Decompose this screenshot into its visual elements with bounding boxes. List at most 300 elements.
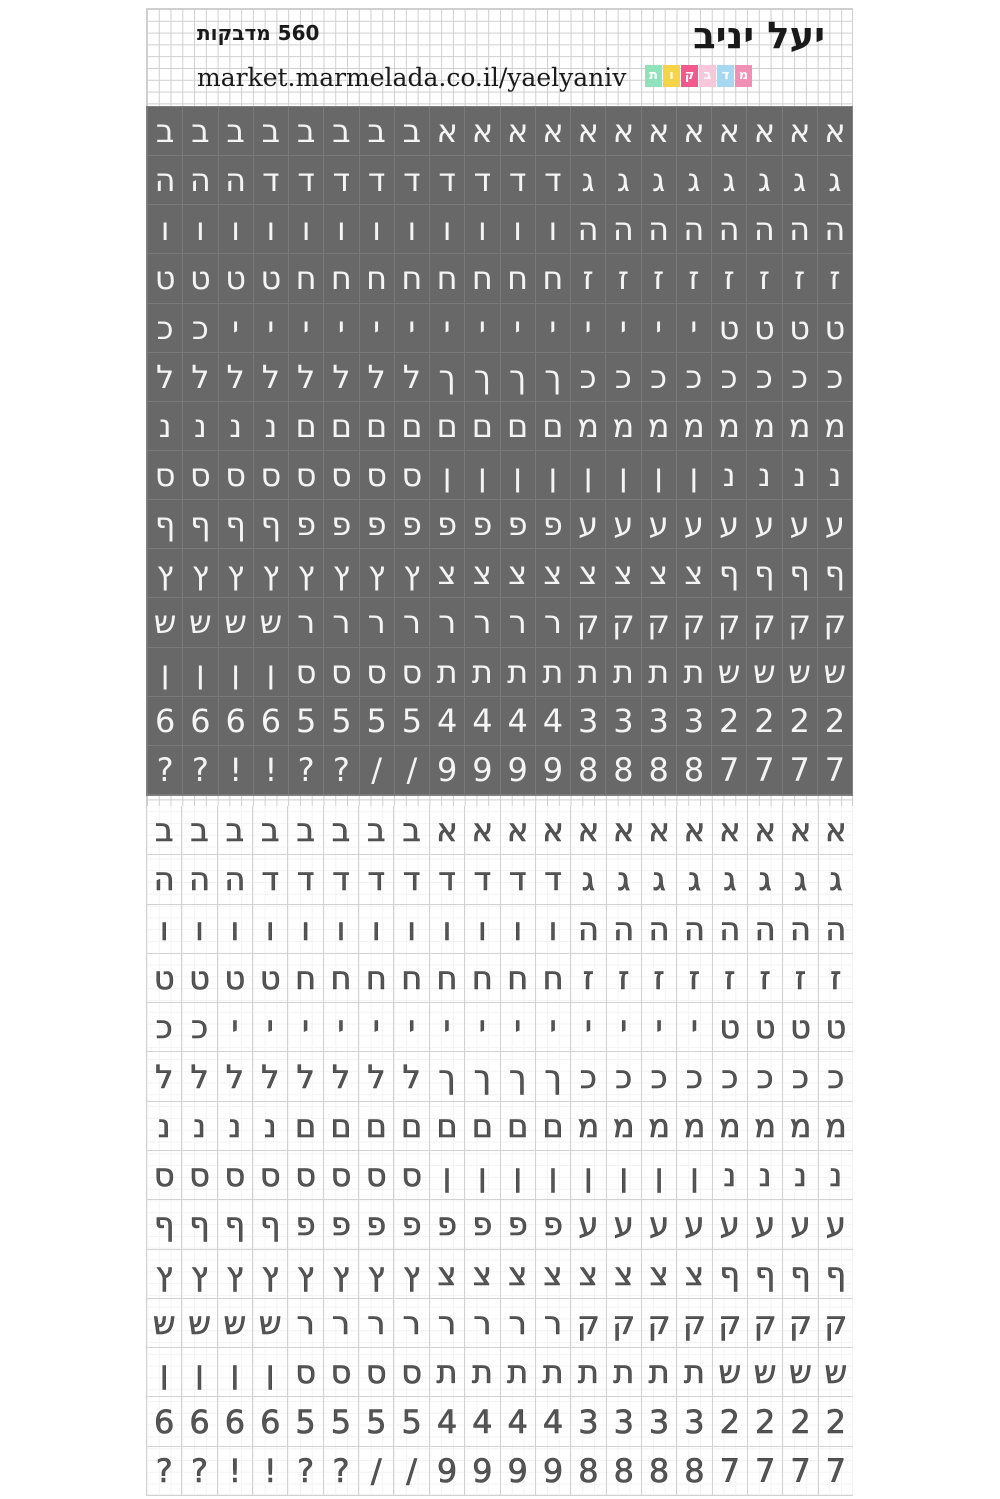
- dark-sticker: ץ: [359, 549, 394, 598]
- dark-sticker: 5: [394, 697, 429, 746]
- dark-sticker: ל: [253, 353, 288, 402]
- light-sticker: 2: [712, 1397, 747, 1446]
- light-sticker: ם: [500, 1102, 535, 1151]
- light-sticker: ץ: [181, 1250, 216, 1299]
- light-sticker: י: [287, 1003, 322, 1052]
- dark-sticker: ?: [323, 746, 358, 795]
- light-sticker: י: [676, 1003, 711, 1052]
- dark-sticker: 7: [817, 746, 852, 795]
- dark-sticker: ף: [147, 500, 182, 549]
- dark-sticker: ל: [359, 353, 394, 402]
- dark-sticker: ד: [253, 156, 288, 205]
- dark-sticker: א: [500, 107, 535, 156]
- sticker-count: 560 מדבקות: [197, 21, 320, 45]
- dark-sticker: ש: [147, 598, 182, 647]
- light-sticker: י: [323, 1003, 358, 1052]
- dark-sticker: א: [817, 107, 852, 156]
- dark-sticker: 5: [323, 697, 358, 746]
- logo-tile: מ: [735, 65, 752, 87]
- light-sticker: כ: [747, 1052, 782, 1101]
- light-sticker: ס: [287, 1151, 322, 1200]
- dark-sticker: ס: [323, 451, 358, 500]
- light-sticker: כ: [606, 1052, 641, 1101]
- dark-sticker: ח: [464, 254, 499, 303]
- light-sticker: ?: [323, 1447, 358, 1496]
- dark-sticker: ג: [676, 156, 711, 205]
- dark-sticker: פ: [323, 500, 358, 549]
- dark-sticker: ?: [147, 746, 182, 795]
- light-sticker: ג: [712, 855, 747, 904]
- light-sticker: ג: [606, 855, 641, 904]
- dark-sticker: צ: [500, 549, 535, 598]
- light-sticker: ו: [287, 905, 322, 954]
- light-sticker: 5: [358, 1397, 393, 1446]
- dark-sticker: ק: [676, 598, 711, 647]
- dark-sticker: 7: [782, 746, 817, 795]
- light-sticker: ן: [217, 1348, 252, 1397]
- dark-sticker: ס: [288, 648, 323, 697]
- dark-sticker: ר: [464, 598, 499, 647]
- dark-sticker: ף: [218, 500, 253, 549]
- light-sticker: ץ: [252, 1250, 287, 1299]
- light-sticker: ה: [181, 855, 216, 904]
- dark-sticker: ק: [570, 598, 605, 647]
- light-sticker: פ: [500, 1200, 535, 1249]
- light-sticker: ן: [500, 1151, 535, 1200]
- dark-sticker: ו: [500, 205, 535, 254]
- light-sticker: ו: [358, 905, 393, 954]
- dark-sticker: ק: [711, 598, 746, 647]
- dark-sticker: ה: [817, 205, 852, 254]
- light-sticker: נ: [782, 1151, 817, 1200]
- dark-sticker: י: [464, 304, 499, 353]
- light-sticker: ס: [358, 1151, 393, 1200]
- light-sticker: !: [217, 1447, 252, 1496]
- dark-sticker: ץ: [323, 549, 358, 598]
- dark-sticker: ב: [182, 107, 217, 156]
- dark-sticker: ט: [711, 304, 746, 353]
- dark-sticker: ב: [218, 107, 253, 156]
- light-sticker: 6: [146, 1397, 181, 1446]
- light-sticker: ם: [358, 1102, 393, 1151]
- dark-sticker: ס: [218, 451, 253, 500]
- light-sticker: ד: [500, 855, 535, 904]
- dark-sticker: ו: [182, 205, 217, 254]
- light-sticker: ס: [323, 1348, 358, 1397]
- light-sticker: ר: [358, 1299, 393, 1348]
- dark-sticker: ז: [711, 254, 746, 303]
- light-sticker: ג: [676, 855, 711, 904]
- dark-sticker: !: [218, 746, 253, 795]
- dark-sticker: כ: [676, 353, 711, 402]
- light-sticker: 8: [606, 1447, 641, 1496]
- light-sticker: ו: [464, 905, 499, 954]
- light-sticker: ז: [712, 954, 747, 1003]
- dark-sticker: ע: [746, 500, 781, 549]
- light-sticker: ן: [535, 1151, 570, 1200]
- dark-sticker: ל: [182, 353, 217, 402]
- light-sticker: 2: [747, 1397, 782, 1446]
- dark-sticker: ח: [535, 254, 570, 303]
- shop-url: market.marmelada.co.il/yaelyaniv: [197, 63, 627, 92]
- light-sticker: 6: [217, 1397, 252, 1446]
- dark-sticker: כ: [641, 353, 676, 402]
- dark-sticker: /: [359, 746, 394, 795]
- dark-sticker: ה: [147, 156, 182, 205]
- dark-sticker: 4: [464, 697, 499, 746]
- light-sticker: ד: [393, 855, 428, 904]
- light-sticker: ת: [464, 1348, 499, 1397]
- dark-sticker: ת: [605, 648, 640, 697]
- light-sticker: ן: [464, 1151, 499, 1200]
- dark-sticker: מ: [641, 402, 676, 451]
- dark-sticker: ש: [746, 648, 781, 697]
- light-sticker: /: [393, 1447, 428, 1496]
- light-sticker: ץ: [287, 1250, 322, 1299]
- dark-sticker: י: [676, 304, 711, 353]
- light-sticker: ף: [712, 1250, 747, 1299]
- dark-sticker: ר: [429, 598, 464, 647]
- dark-sticker: ג: [782, 156, 817, 205]
- light-sticker: פ: [323, 1200, 358, 1249]
- dark-sticker: ק: [605, 598, 640, 647]
- dark-sticker: ג: [711, 156, 746, 205]
- light-sticker: ש: [712, 1348, 747, 1397]
- dark-sticker: י: [359, 304, 394, 353]
- light-sticker: ע: [712, 1200, 747, 1249]
- light-sticker: ב: [146, 806, 181, 855]
- dark-sticker: מ: [817, 402, 852, 451]
- light-sticker: פ: [393, 1200, 428, 1249]
- dark-sticker: מ: [570, 402, 605, 451]
- light-sticker: ת: [641, 1348, 676, 1397]
- light-sticker: ה: [782, 905, 817, 954]
- light-sticker: מ: [818, 1102, 853, 1151]
- dark-sticker: ס: [182, 451, 217, 500]
- light-sticker: ן: [676, 1151, 711, 1200]
- dark-sticker: ב: [394, 107, 429, 156]
- dark-sticker: ץ: [218, 549, 253, 598]
- light-sticker: ף: [747, 1250, 782, 1299]
- dark-sticker: ח: [359, 254, 394, 303]
- dark-sticker: ד: [323, 156, 358, 205]
- dark-sticker: נ: [711, 451, 746, 500]
- dark-sticker: ר: [323, 598, 358, 647]
- light-sticker: 2: [782, 1397, 817, 1446]
- dark-sticker: א: [605, 107, 640, 156]
- dark-sticker: י: [218, 304, 253, 353]
- dark-sticker: א: [782, 107, 817, 156]
- light-sticker: ד: [358, 855, 393, 904]
- light-sticker: י: [570, 1003, 605, 1052]
- light-sticker: 7: [818, 1447, 853, 1496]
- light-sticker: ל: [217, 1052, 252, 1101]
- dark-sticker: ס: [147, 451, 182, 500]
- light-sticker: מ: [712, 1102, 747, 1151]
- dark-sticker: צ: [535, 549, 570, 598]
- light-sticker: ז: [747, 954, 782, 1003]
- light-sticker: א: [500, 806, 535, 855]
- dark-sticker: פ: [464, 500, 499, 549]
- dark-sticker: ש: [182, 598, 217, 647]
- light-sticker: י: [641, 1003, 676, 1052]
- dark-sticker: ח: [323, 254, 358, 303]
- dark-sticker: צ: [605, 549, 640, 598]
- dark-sticker: מ: [782, 402, 817, 451]
- light-sticker: צ: [429, 1250, 464, 1299]
- dark-sticker: ס: [288, 451, 323, 500]
- light-sticker: 9: [429, 1447, 464, 1496]
- dark-sticker: 8: [570, 746, 605, 795]
- dark-sticker: ע: [817, 500, 852, 549]
- light-sticker: ט: [818, 1003, 853, 1052]
- light-sticker: ק: [782, 1299, 817, 1348]
- light-sticker: ן: [181, 1348, 216, 1397]
- dark-sticker: ן: [253, 648, 288, 697]
- light-sticker: א: [818, 806, 853, 855]
- light-sticker: א: [464, 806, 499, 855]
- dark-sticker: 3: [676, 697, 711, 746]
- dark-sticker: ן: [182, 648, 217, 697]
- light-sticker: ז: [676, 954, 711, 1003]
- light-sticker: ה: [676, 905, 711, 954]
- light-sticker: ף: [146, 1200, 181, 1249]
- light-sticker: ח: [358, 954, 393, 1003]
- light-sticker: ט: [747, 1003, 782, 1052]
- light-sticker: ה: [570, 905, 605, 954]
- light-sticker: ס: [393, 1151, 428, 1200]
- dark-sticker: ה: [182, 156, 217, 205]
- dark-sticker: ם: [288, 402, 323, 451]
- dark-sticker: ו: [359, 205, 394, 254]
- dark-sticker: ק: [641, 598, 676, 647]
- light-sticker: ל: [287, 1052, 322, 1101]
- light-sticker: ד: [287, 855, 322, 904]
- dark-sticker: 3: [641, 697, 676, 746]
- light-sticker: ק: [818, 1299, 853, 1348]
- logo-tile: ב: [699, 65, 716, 87]
- dark-sticker: ב: [253, 107, 288, 156]
- dark-sticker: ט: [817, 304, 852, 353]
- dark-sticker: צ: [429, 549, 464, 598]
- dark-sticker: ן: [676, 451, 711, 500]
- dark-sticker: ך: [535, 353, 570, 402]
- light-sticker: פ: [287, 1200, 322, 1249]
- dark-sticker: י: [253, 304, 288, 353]
- dark-sticker: מ: [711, 402, 746, 451]
- light-sticker: ץ: [358, 1250, 393, 1299]
- light-sticker: ח: [535, 954, 570, 1003]
- dark-sticker: ע: [641, 500, 676, 549]
- light-sticker: ה: [818, 905, 853, 954]
- light-sticker: י: [252, 1003, 287, 1052]
- dark-sticker: 8: [676, 746, 711, 795]
- light-sticker: ט: [252, 954, 287, 1003]
- dark-sticker: 9: [429, 746, 464, 795]
- dark-sticker: ה: [218, 156, 253, 205]
- logo-tile: ק: [681, 65, 698, 87]
- dark-sticker: ח: [500, 254, 535, 303]
- light-sticker: 5: [323, 1397, 358, 1446]
- light-sticker: ך: [500, 1052, 535, 1101]
- light-sticker: ף: [217, 1200, 252, 1249]
- light-sticker: ש: [782, 1348, 817, 1397]
- light-sticker: ח: [429, 954, 464, 1003]
- light-sticker: ל: [146, 1052, 181, 1101]
- light-sticker: כ: [676, 1052, 711, 1101]
- light-sticker-panel: [146, 806, 853, 1496]
- light-sticker: ם: [393, 1102, 428, 1151]
- dark-sticker: ף: [782, 549, 817, 598]
- light-sticker: ו: [323, 905, 358, 954]
- light-sticker: ע: [606, 1200, 641, 1249]
- dark-sticker: ח: [429, 254, 464, 303]
- light-sticker: 4: [429, 1397, 464, 1446]
- dark-sticker: ט: [782, 304, 817, 353]
- dark-sticker: ז: [746, 254, 781, 303]
- light-sticker: 3: [606, 1397, 641, 1446]
- dark-sticker: מ: [676, 402, 711, 451]
- dark-sticker: ן: [570, 451, 605, 500]
- light-sticker: צ: [676, 1250, 711, 1299]
- light-sticker: צ: [570, 1250, 605, 1299]
- dark-sticker: ך: [500, 353, 535, 402]
- light-sticker: ב: [252, 806, 287, 855]
- dark-sticker: ש: [218, 598, 253, 647]
- dark-sticker: ה: [570, 205, 605, 254]
- dark-sticker: ו: [288, 205, 323, 254]
- dark-sticker: 4: [500, 697, 535, 746]
- light-sticker: ל: [323, 1052, 358, 1101]
- dark-sticker: ו: [253, 205, 288, 254]
- dark-sticker: ס: [323, 648, 358, 697]
- dark-sticker: י: [641, 304, 676, 353]
- dark-sticker: ז: [605, 254, 640, 303]
- dark-sticker: נ: [817, 451, 852, 500]
- light-sticker: 6: [252, 1397, 287, 1446]
- dark-sticker: ם: [535, 402, 570, 451]
- brand-name: יעל יניב: [693, 14, 825, 57]
- dark-sticker: ף: [817, 549, 852, 598]
- light-sticker: ך: [429, 1052, 464, 1101]
- dark-sticker: ה: [782, 205, 817, 254]
- dark-sticker: 6: [218, 697, 253, 746]
- light-sticker: ר: [535, 1299, 570, 1348]
- light-sticker: ת: [535, 1348, 570, 1397]
- light-sticker: ע: [782, 1200, 817, 1249]
- light-sticker: ם: [464, 1102, 499, 1151]
- logo-tile: ד: [717, 65, 734, 87]
- dark-sticker: ד: [288, 156, 323, 205]
- light-sticker: נ: [747, 1151, 782, 1200]
- light-sticker: כ: [641, 1052, 676, 1101]
- light-sticker: א: [606, 806, 641, 855]
- dark-sticker: ם: [359, 402, 394, 451]
- light-sticker: ם: [535, 1102, 570, 1151]
- dark-sticker: ן: [218, 648, 253, 697]
- light-sticker: ט: [217, 954, 252, 1003]
- light-sticker: ת: [676, 1348, 711, 1397]
- light-sticker: פ: [358, 1200, 393, 1249]
- light-sticker: ה: [712, 905, 747, 954]
- light-sticker: ?: [287, 1447, 322, 1496]
- dark-sticker: ת: [676, 648, 711, 697]
- light-sticker: א: [535, 806, 570, 855]
- light-sticker: י: [606, 1003, 641, 1052]
- light-sticker: ש: [181, 1299, 216, 1348]
- dark-sticker: ה: [641, 205, 676, 254]
- dark-sticker: ש: [817, 648, 852, 697]
- dark-sticker: צ: [570, 549, 605, 598]
- dark-sticker: ם: [429, 402, 464, 451]
- light-sticker: ל: [181, 1052, 216, 1101]
- dark-sticker: ץ: [182, 549, 217, 598]
- dark-sticker: י: [288, 304, 323, 353]
- dark-sticker: ו: [323, 205, 358, 254]
- dark-sticker: 4: [535, 697, 570, 746]
- light-sticker: ם: [429, 1102, 464, 1151]
- light-sticker: נ: [818, 1151, 853, 1200]
- light-sticker: ד: [252, 855, 287, 904]
- dark-sticker: ?: [288, 746, 323, 795]
- light-sticker: ג: [782, 855, 817, 904]
- dark-sticker: ג: [641, 156, 676, 205]
- light-sticker: נ: [181, 1102, 216, 1151]
- dark-sticker: ם: [500, 402, 535, 451]
- dark-sticker: ת: [464, 648, 499, 697]
- light-sticker: מ: [676, 1102, 711, 1151]
- dark-sticker: ת: [500, 648, 535, 697]
- dark-sticker: ט: [147, 254, 182, 303]
- light-sticker: ש: [146, 1299, 181, 1348]
- dark-sticker: פ: [535, 500, 570, 549]
- light-sticker: 2: [818, 1397, 853, 1446]
- light-sticker: ב: [393, 806, 428, 855]
- light-sticker: צ: [641, 1250, 676, 1299]
- light-sticker: ח: [393, 954, 428, 1003]
- light-sticker: ע: [747, 1200, 782, 1249]
- light-sticker: ה: [606, 905, 641, 954]
- dark-sticker: א: [464, 107, 499, 156]
- light-sticker: ע: [676, 1200, 711, 1249]
- light-sticker: א: [641, 806, 676, 855]
- light-sticker: מ: [782, 1102, 817, 1151]
- light-sticker: ס: [393, 1348, 428, 1397]
- dark-sticker: 4: [429, 697, 464, 746]
- dark-sticker: 9: [464, 746, 499, 795]
- dark-sticker: 6: [147, 697, 182, 746]
- light-sticker: א: [712, 806, 747, 855]
- dark-sticker: ן: [605, 451, 640, 500]
- light-sticker: ף: [818, 1250, 853, 1299]
- logo-tile: ו: [663, 65, 680, 87]
- dark-sticker: ע: [605, 500, 640, 549]
- light-sticker: ח: [287, 954, 322, 1003]
- light-sticker: !: [252, 1447, 287, 1496]
- light-sticker: ר: [464, 1299, 499, 1348]
- light-sticker: ת: [570, 1348, 605, 1397]
- light-sticker: ד: [323, 855, 358, 904]
- light-sticker: ב: [323, 806, 358, 855]
- dark-sticker: א: [535, 107, 570, 156]
- logo-tile: ת: [645, 65, 662, 87]
- light-sticker: ז: [641, 954, 676, 1003]
- light-sticker: ק: [676, 1299, 711, 1348]
- dark-sticker: 5: [359, 697, 394, 746]
- dark-sticker: ן: [429, 451, 464, 500]
- light-sticker: ל: [252, 1052, 287, 1101]
- dark-sticker: כ: [570, 353, 605, 402]
